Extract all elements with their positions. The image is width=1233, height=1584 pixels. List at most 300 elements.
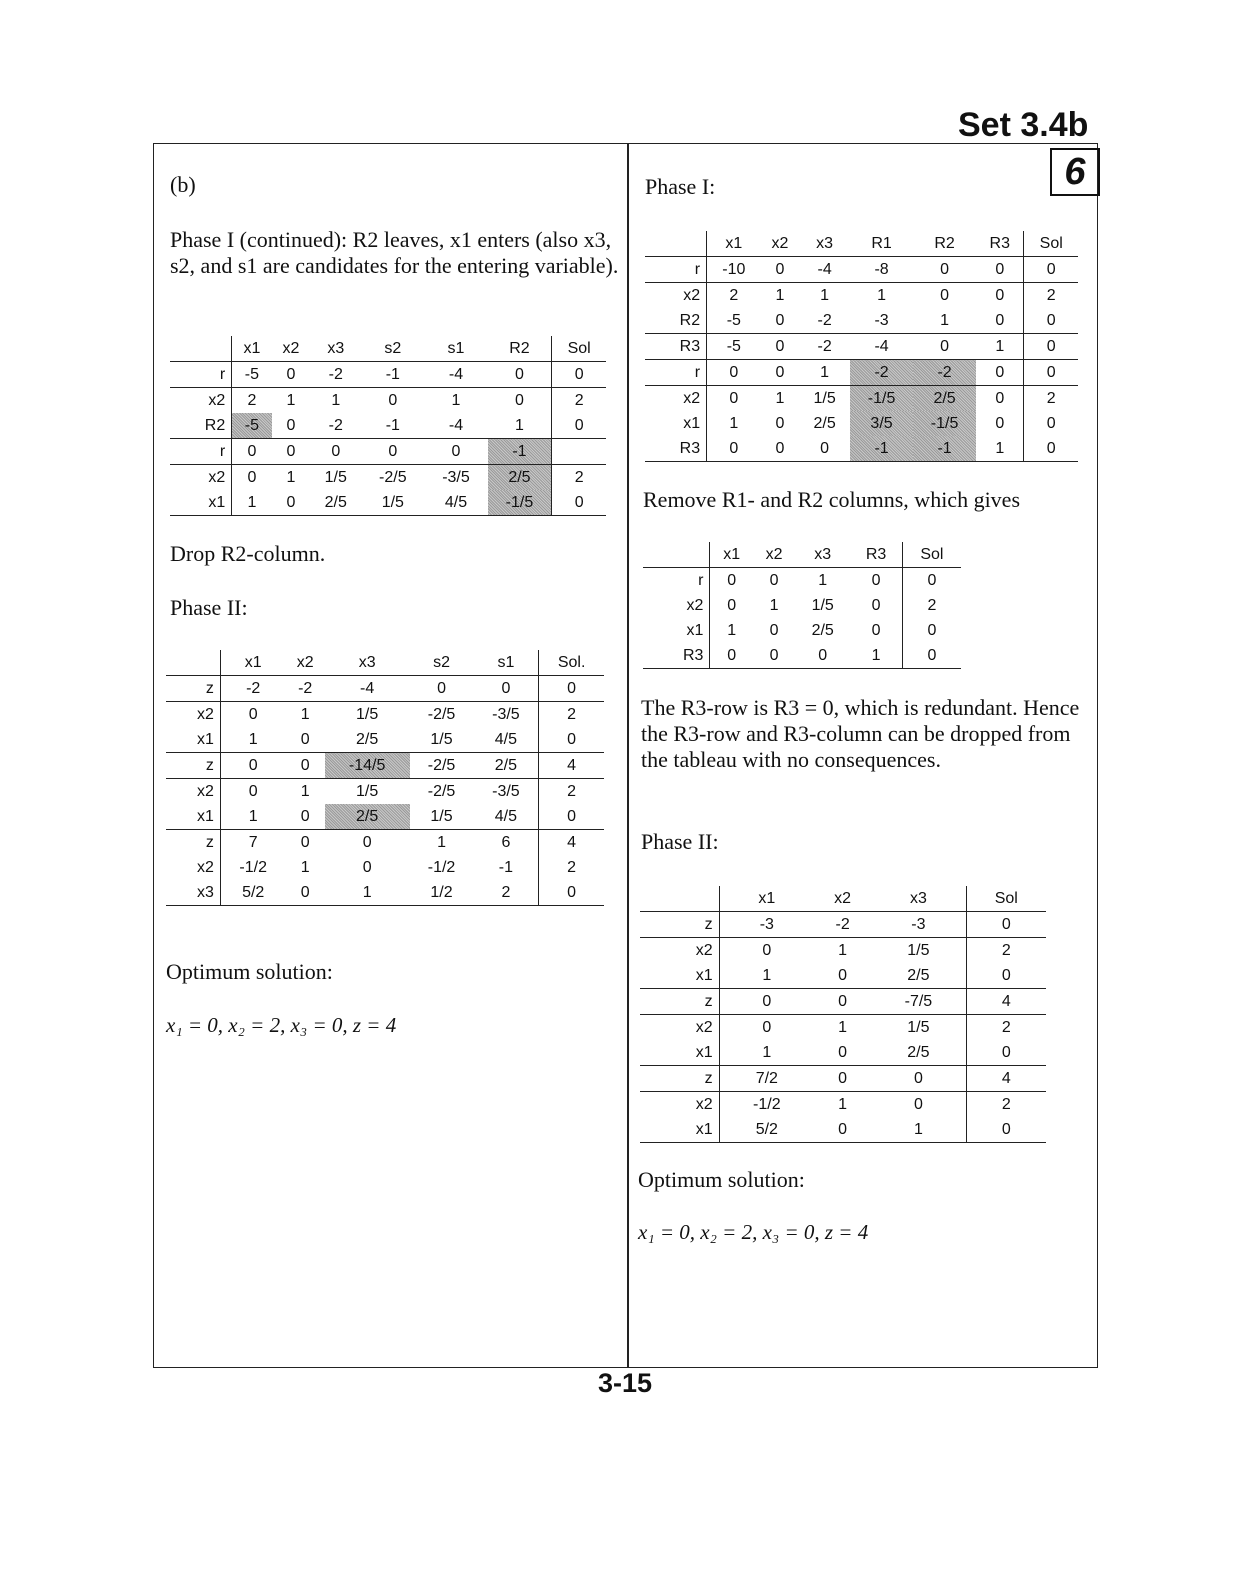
table-cell: 1/5 <box>410 804 474 830</box>
corner-cell <box>166 650 220 676</box>
pivot-cell: -2 <box>850 360 913 386</box>
table-cell: 0 <box>727 571 737 589</box>
table-row <box>640 1117 1046 1143</box>
table-row <box>166 779 604 805</box>
table-cell: 0 <box>300 833 310 851</box>
row-basic-variable: R3 <box>645 436 707 462</box>
table-row <box>645 334 1078 360</box>
table-cell: -7/5 <box>871 989 966 1015</box>
column-divider <box>627 143 629 1368</box>
table-cell: -3 <box>871 912 966 938</box>
table-cell: 0 <box>814 1066 871 1092</box>
column-header: x2 <box>286 650 325 676</box>
table-cell: 1 <box>877 286 886 304</box>
optimum-label-right: Optimum solution: <box>638 1167 805 1192</box>
pivot-cell: 2/5 <box>488 465 552 491</box>
table-cell: 0 <box>388 391 398 409</box>
table-cell: 2 <box>966 938 1046 964</box>
table-header-row <box>643 542 961 568</box>
table-cell: -2 <box>310 413 361 439</box>
table-row <box>640 912 1046 938</box>
column-header: R1 <box>850 231 913 257</box>
table-cell: 0 <box>913 1095 923 1113</box>
table-cell: -4 <box>424 413 487 439</box>
table-cell: 1/5 <box>356 782 379 800</box>
table-cell: 0 <box>286 880 325 906</box>
pivot-cell: -1 <box>488 439 552 465</box>
row-basic-variable: x1 <box>166 727 220 753</box>
table-cell: 1/5 <box>811 596 834 614</box>
table-cell: 4 <box>539 830 604 856</box>
row-basic-variable: x2 <box>166 702 220 728</box>
table-row <box>170 490 606 516</box>
table-row <box>166 753 604 779</box>
row-basic-variable: r <box>645 257 707 283</box>
table-cell: 1 <box>300 858 310 876</box>
table-row <box>645 411 1078 436</box>
table-cell: 0 <box>707 436 761 462</box>
table-cell: 0 <box>727 596 737 614</box>
column-header: x3 <box>799 231 850 257</box>
remove-columns-note: Remove R1- and R2 columns, which gives <box>643 487 1021 512</box>
table-cell: 1 <box>976 334 1024 360</box>
column-header: R3 <box>850 542 902 568</box>
column-header: s1 <box>474 650 539 676</box>
table-cell: 0 <box>248 705 258 723</box>
corner-cell <box>170 336 232 362</box>
problem-number-badge: 6 <box>1050 148 1100 196</box>
column-header: R2 <box>913 231 976 257</box>
table-row <box>645 360 1078 386</box>
column-header: x3 <box>871 886 966 912</box>
corner-cell <box>643 542 710 568</box>
table-cell: 0 <box>902 643 961 669</box>
tableau-phase1-initial <box>645 231 1078 462</box>
column-header: Sol <box>552 336 606 362</box>
table-cell: 0 <box>232 439 272 465</box>
pivot-cell: -1/5 <box>488 490 552 516</box>
table-cell: 1/5 <box>410 727 474 753</box>
table-cell: -3/5 <box>442 468 470 486</box>
table-cell: -2 <box>310 362 361 388</box>
column-header: x3 <box>795 542 850 568</box>
table-cell: 0 <box>966 1040 1046 1066</box>
table-cell: 2 <box>729 286 739 304</box>
table-cell: 2 <box>247 391 257 409</box>
table-cell: 1 <box>838 1095 848 1113</box>
row-basic-variable: z <box>640 989 719 1015</box>
table-cell: 1/5 <box>907 1018 930 1036</box>
table-cell: 1/5 <box>324 468 347 486</box>
table-row <box>170 465 606 491</box>
table-cell: 2 <box>539 855 604 880</box>
table-cell: 1 <box>220 804 285 830</box>
table-cell: 1 <box>220 727 285 753</box>
row-basic-variable: x2 <box>166 779 220 805</box>
column-header: Sol <box>902 542 961 568</box>
table-cell: -5 <box>707 308 761 334</box>
column-header: x2 <box>272 336 311 362</box>
table-cell: 1 <box>775 389 785 407</box>
table-cell: -10 <box>707 257 761 283</box>
table-cell: -2/5 <box>379 468 407 486</box>
table-cell: 2 <box>539 702 604 728</box>
table-cell: 0 <box>940 286 950 304</box>
row-basic-variable: z <box>640 912 719 938</box>
table-cell: 2 <box>966 1092 1046 1118</box>
table-row <box>645 257 1078 283</box>
table-cell: -2 <box>799 308 850 334</box>
table-cell: 0 <box>539 676 604 702</box>
table-cell: 0 <box>272 362 311 388</box>
table-cell: 0 <box>966 1117 1046 1143</box>
table-row <box>645 386 1078 412</box>
table-cell: 1 <box>820 286 830 304</box>
table-cell: 4/5 <box>424 490 487 516</box>
table-cell: 0 <box>761 257 800 283</box>
column-header: x2 <box>761 231 800 257</box>
table-cell: -1/2 <box>239 858 267 876</box>
row-basic-variable: x2 <box>640 938 719 964</box>
table-row <box>166 830 604 856</box>
table-cell: 1 <box>300 705 310 723</box>
phase2-heading-right: Phase II: <box>641 829 719 854</box>
tableau-phase1-continued <box>170 336 606 516</box>
table-row <box>170 413 606 439</box>
table-cell: 0 <box>913 257 976 283</box>
table-row <box>643 643 961 669</box>
row-basic-variable: x3 <box>166 880 220 906</box>
table-cell: -4 <box>325 676 410 702</box>
table-cell: 0 <box>995 414 1005 432</box>
row-basic-variable: R3 <box>643 643 710 669</box>
table-row <box>166 804 604 830</box>
redundant-note: The R3-row is R3 = 0, which is redundant. Hence the R3-row and R3-column can be dropped from the tableau with no consequences. <box>641 695 1080 772</box>
table-cell: 1 <box>488 413 552 439</box>
table-cell: 4/5 <box>474 804 539 830</box>
table-cell: 0 <box>814 989 871 1015</box>
table-cell: 1 <box>719 1040 814 1066</box>
table-cell: 0 <box>1024 411 1078 436</box>
table-cell: -3 <box>719 912 814 938</box>
table-cell: -2 <box>814 912 871 938</box>
table-cell: 0 <box>799 436 850 462</box>
column-header: x1 <box>710 542 753 568</box>
row-basic-variable: x1 <box>640 963 719 989</box>
table-cell: 0 <box>976 360 1024 386</box>
part-label: (b) <box>170 172 196 197</box>
table-cell: 2 <box>966 1015 1046 1041</box>
table-row <box>170 362 606 388</box>
table-cell: 0 <box>707 360 761 386</box>
table-cell: 6 <box>501 833 511 851</box>
table-cell: 0 <box>719 989 814 1015</box>
corner-cell <box>645 231 707 257</box>
optimum-solution-right: x₁ = 0, x₂ = 2, x₃ = 0, z = 4 <box>638 1220 869 1244</box>
table-cell: 2/5 <box>811 621 834 639</box>
table-cell: 0 <box>762 941 772 959</box>
row-basic-variable: x2 <box>645 386 707 412</box>
table-cell: 0 <box>539 804 604 830</box>
row-basic-variable: z <box>166 676 220 702</box>
table-cell: -2/5 <box>410 753 474 779</box>
pivot-cell: -1 <box>850 436 913 462</box>
row-basic-variable: x1 <box>640 1117 719 1143</box>
table-cell: 1 <box>325 880 410 906</box>
pivot-cell: 2/5 <box>913 386 976 412</box>
row-basic-variable: x2 <box>640 1015 719 1041</box>
table-cell: 0 <box>966 912 1046 938</box>
table-cell: 0 <box>1024 436 1078 462</box>
table-cell: 1 <box>976 436 1024 462</box>
table-cell: 0 <box>761 436 800 462</box>
phase1-heading: Phase I: <box>645 174 716 199</box>
table-cell: -1/2 <box>753 1095 781 1113</box>
table-row <box>640 1040 1046 1066</box>
table-row <box>640 963 1046 989</box>
tableau-reduced <box>643 542 961 669</box>
table-cell: 0 <box>761 360 800 386</box>
pivot-cell: -1 <box>913 436 976 462</box>
table-cell: 0 <box>361 439 424 465</box>
table-cell: 0 <box>362 858 372 876</box>
corner-cell <box>640 886 719 912</box>
table-cell: 5/2 <box>719 1117 814 1143</box>
pivot-cell: -1/5 <box>913 411 976 436</box>
table-cell: -1/2 <box>427 858 456 876</box>
column-header: x1 <box>232 336 272 362</box>
table-cell: 1 <box>286 391 296 409</box>
table-cell: 0 <box>729 389 739 407</box>
table-cell: 2/5 <box>310 490 361 516</box>
table-cell: 2 <box>539 779 604 805</box>
table-cell: -2 <box>286 676 325 702</box>
table-cell: 0 <box>424 439 487 465</box>
column-header: x1 <box>707 231 761 257</box>
table-cell: 0 <box>753 643 795 669</box>
table-cell: 1 <box>286 468 296 486</box>
table-cell: 1 <box>818 571 828 589</box>
row-basic-variable: z <box>166 830 220 856</box>
table-cell: 4 <box>966 989 1046 1015</box>
table-cell: 0 <box>966 963 1046 989</box>
column-header: x1 <box>719 886 814 912</box>
table-cell: 2 <box>1024 386 1078 412</box>
table-cell: 1 <box>719 963 814 989</box>
table-row <box>643 593 961 618</box>
table-cell: 1/5 <box>813 389 836 407</box>
table-row <box>640 1066 1046 1092</box>
table-cell: 0 <box>871 621 881 639</box>
column-header: R3 <box>976 231 1024 257</box>
table-cell: 0 <box>814 1117 871 1143</box>
table-cell: 2/5 <box>474 753 539 779</box>
table-cell: 5/2 <box>220 880 285 906</box>
table-cell: 0 <box>220 753 285 779</box>
table-cell: 1 <box>913 308 976 334</box>
drop-column-note: Drop R2-column. <box>170 541 326 566</box>
table-cell: 2/5 <box>813 414 836 432</box>
table-cell: -4 <box>424 362 487 388</box>
table-cell: -5 <box>232 362 272 388</box>
row-basic-variable: x1 <box>640 1040 719 1066</box>
row-basic-variable: z <box>166 753 220 779</box>
table-cell: 0 <box>814 1040 871 1066</box>
row-basic-variable: r <box>170 439 232 465</box>
table-cell: 0 <box>902 568 961 594</box>
table-cell: 1 <box>451 391 461 409</box>
table-cell: 0 <box>769 621 779 639</box>
table-cell: -4 <box>799 257 850 283</box>
row-basic-variable: R2 <box>645 308 707 334</box>
table-cell: 2 <box>552 465 606 491</box>
pivot-cell: -1/5 <box>850 386 913 412</box>
table-cell: 0 <box>488 362 552 388</box>
table-row <box>640 938 1046 964</box>
table-cell: -5 <box>707 334 761 360</box>
table-row <box>166 702 604 728</box>
column-header: s1 <box>424 336 487 362</box>
row-basic-variable: x2 <box>170 388 232 414</box>
tableau-phase2-right <box>640 886 1046 1143</box>
table-cell: 2 <box>474 880 539 906</box>
table-cell: 1 <box>838 1018 848 1036</box>
table-cell: 0 <box>769 571 779 589</box>
table-row <box>170 388 606 414</box>
table-cell: 0 <box>761 334 800 360</box>
table-cell: 0 <box>474 676 539 702</box>
pivot-cell: -2 <box>913 360 976 386</box>
pivot-cell: -5 <box>232 413 272 439</box>
table-cell: 4/5 <box>474 727 539 753</box>
table-cell: 0 <box>247 468 257 486</box>
phase2-heading: Phase II: <box>170 595 248 620</box>
table-cell: 1 <box>871 1117 966 1143</box>
table-cell: 0 <box>286 753 325 779</box>
column-header: s2 <box>361 336 424 362</box>
table-row <box>640 1092 1046 1118</box>
table-cell: 1 <box>775 286 785 304</box>
column-header: s2 <box>410 650 474 676</box>
table-cell: -3 <box>850 308 913 334</box>
column-header: x1 <box>220 650 285 676</box>
table-row <box>166 676 604 702</box>
table-row <box>643 568 961 594</box>
table-cell: 0 <box>310 439 361 465</box>
tableau-phase2-left <box>166 650 604 906</box>
table-cell: 1 <box>727 621 737 639</box>
table-row <box>166 880 604 906</box>
row-basic-variable: x1 <box>645 411 707 436</box>
table-cell: -2 <box>220 676 285 702</box>
table-cell: 0 <box>761 308 800 334</box>
column-header: Sol <box>1024 231 1078 257</box>
table-row <box>640 1015 1046 1041</box>
table-cell: 2 <box>1024 283 1078 309</box>
pivot-cell: -14/5 <box>325 753 410 779</box>
table-cell: -3/5 <box>492 705 520 723</box>
table-header-row <box>640 886 1046 912</box>
table-cell: 2 <box>552 388 606 414</box>
table-cell: 0 <box>762 1018 772 1036</box>
row-basic-variable: R3 <box>645 334 707 360</box>
table-cell: 1 <box>232 490 272 516</box>
table-cell: 0 <box>795 643 850 669</box>
table-header-row <box>166 650 604 676</box>
column-header: R2 <box>488 336 552 362</box>
table-row <box>170 439 606 465</box>
row-basic-variable: z <box>640 1066 719 1092</box>
table-row <box>166 855 604 880</box>
table-cell: 0 <box>552 413 606 439</box>
page-number: 3-15 <box>598 1368 653 1398</box>
row-basic-variable: x2 <box>640 1092 719 1118</box>
table-cell: 1 <box>437 833 446 851</box>
table-cell: 0 <box>814 963 871 989</box>
table-cell: -4 <box>850 334 913 360</box>
table-cell: 1/5 <box>361 490 424 516</box>
table-row <box>645 436 1078 462</box>
row-basic-variable: x2 <box>170 465 232 491</box>
table-cell: -2/5 <box>427 782 456 800</box>
table-cell: 0 <box>410 676 474 702</box>
table-cell: -1 <box>498 858 514 876</box>
optimum-solution: x₁ = 0, x₂ = 2, x₃ = 0, z = 4 <box>166 1013 397 1037</box>
table-cell: 0 <box>902 618 961 643</box>
table-cell: -3/5 <box>492 782 520 800</box>
table-cell: 0 <box>1024 360 1078 386</box>
table-cell: 2/5 <box>871 1040 966 1066</box>
column-header: x2 <box>814 886 871 912</box>
table-cell: -2/5 <box>427 705 456 723</box>
row-basic-variable: r <box>170 362 232 388</box>
column-header: x3 <box>310 336 361 362</box>
table-cell: 1 <box>331 391 341 409</box>
table-cell: 2 <box>902 593 961 618</box>
table-cell <box>552 439 606 465</box>
phase1-intro: Phase I (continued): R2 leaves, x1 enters (also x3, s2, and s1 are candidates for the entering variable). <box>170 227 619 278</box>
pivot-cell: 3/5 <box>850 411 913 436</box>
column-header: Sol <box>966 886 1046 912</box>
row-basic-variable: x2 <box>643 593 710 618</box>
table-row <box>640 989 1046 1015</box>
row-basic-variable: x2 <box>645 283 707 309</box>
table-cell: 1 <box>769 596 779 614</box>
table-cell: 0 <box>995 389 1005 407</box>
table-cell: 0 <box>1024 257 1078 283</box>
set-title: Set 3.4b <box>958 106 1089 144</box>
table-cell: 0 <box>539 727 604 753</box>
table-row <box>643 618 961 643</box>
table-cell: 7 <box>248 833 258 851</box>
row-basic-variable: x1 <box>166 804 220 830</box>
table-cell: 0 <box>552 490 606 516</box>
table-cell: 0 <box>272 490 311 516</box>
table-cell: -1 <box>361 362 424 388</box>
row-basic-variable: R2 <box>170 413 232 439</box>
table-cell: -1 <box>361 413 424 439</box>
table-row <box>645 308 1078 334</box>
column-header: x3 <box>325 650 410 676</box>
table-cell: 2/5 <box>871 963 966 989</box>
table-cell: 0 <box>995 286 1005 304</box>
table-cell: 0 <box>913 334 976 360</box>
table-header-row <box>645 231 1078 257</box>
table-cell: 0 <box>362 833 372 851</box>
table-cell: 1 <box>838 941 848 959</box>
table-cell: 0 <box>272 439 311 465</box>
table-cell: 0 <box>272 413 311 439</box>
